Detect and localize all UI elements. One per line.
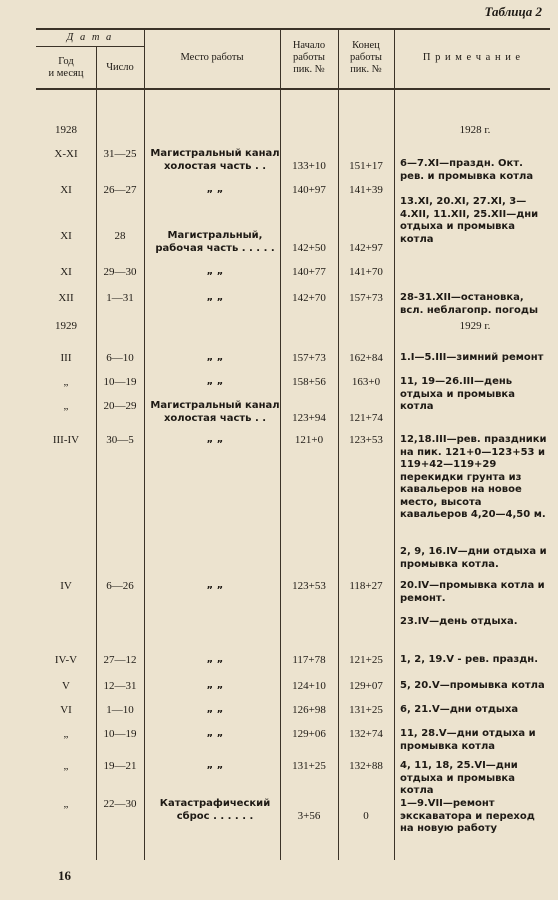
row-9-place: Магистральный канал холостая часть . . bbox=[150, 400, 280, 424]
page-number: 16 bbox=[58, 868, 71, 883]
row-12-day: 6—26 bbox=[106, 580, 134, 592]
row-8-place: „ „ bbox=[206, 376, 224, 387]
row-1-end: 151+17 bbox=[349, 160, 383, 172]
row-10-place: „ „ bbox=[206, 434, 224, 445]
row-18-note: 4, 11, 18, 25.VI—дни отдыха и промывка котла bbox=[400, 760, 518, 796]
header-day: Число bbox=[106, 62, 134, 73]
row-4-place: „ „ bbox=[206, 266, 224, 277]
header-start: Начало работы пик. № bbox=[292, 40, 326, 75]
row-12-end: 118+27 bbox=[349, 580, 383, 592]
row-9-year: „ bbox=[63, 400, 69, 412]
page-title: Таблица 2 bbox=[484, 4, 542, 19]
row-5-day: 1—31 bbox=[106, 292, 134, 304]
row-10-day: 30—5 bbox=[106, 434, 134, 446]
row-17-note: 11, 28.V—дни отдыха и промывка котла bbox=[400, 728, 536, 752]
row-14-day: 27—12 bbox=[103, 654, 137, 666]
row-15-start: 124+10 bbox=[292, 680, 326, 692]
row-6-year: 1929 bbox=[55, 320, 77, 332]
row-14-end: 121+25 bbox=[349, 654, 383, 666]
row-5-end: 157+73 bbox=[349, 292, 383, 304]
row-1-year: X-XI bbox=[54, 148, 78, 160]
row-18-year: „ bbox=[63, 760, 69, 772]
row-17-end: 132+74 bbox=[349, 728, 383, 740]
row-7-year: III bbox=[60, 352, 72, 364]
row-10-note: 12,18.III—рев. праздники на пик. 121+0—123+53 и 119+42—119+29 перекидки грунта из кавальеров на новое место, высота кавальеров 4,20—4,50 м. bbox=[400, 434, 547, 520]
row-16-start: 126+98 bbox=[292, 704, 326, 716]
row-17-day: 10—19 bbox=[103, 728, 137, 740]
row-10-year: III-IV bbox=[52, 434, 80, 446]
row-17-place: „ „ bbox=[206, 728, 224, 739]
row-19-note: 1—9.VII—ремонт экскаватора и переход на новую работу bbox=[400, 798, 535, 834]
row-18-place: „ „ bbox=[206, 760, 224, 771]
row-19-end: 0 bbox=[363, 810, 369, 822]
row-8-year: „ bbox=[63, 376, 69, 388]
row-17-start: 129+06 bbox=[292, 728, 326, 740]
row-12-year: IV bbox=[60, 580, 72, 592]
row-3-year: XI bbox=[60, 230, 72, 242]
row-10-end: 123+53 bbox=[349, 434, 383, 446]
column-divider bbox=[394, 28, 395, 860]
row-16-end: 131+25 bbox=[349, 704, 383, 716]
row-1-note: 6—7.XI—праздн. Окт. рев. и промывка котла bbox=[400, 158, 534, 182]
row-15-end: 129+07 bbox=[349, 680, 383, 692]
row-8-day: 10—19 bbox=[103, 376, 137, 388]
header-end: Конец работы пик. № bbox=[349, 40, 382, 75]
row-12-place: „ „ bbox=[206, 580, 224, 591]
header-bottom-rule bbox=[36, 88, 550, 90]
row-16-place: „ „ bbox=[206, 704, 224, 715]
row-1-start: 133+10 bbox=[292, 160, 326, 172]
header-note: П р и м е ч а н и е bbox=[422, 52, 522, 63]
row-5-year: XII bbox=[58, 292, 74, 304]
row-16-year: VI bbox=[60, 704, 72, 716]
row-7-note: 1.I—5.III—зимний ремонт bbox=[400, 352, 544, 363]
row-6-note: 1929 г. bbox=[459, 320, 491, 332]
date-subheader-rule bbox=[36, 46, 144, 47]
row-8-note: 11, 19—26.III—день отдыха и промывка котла bbox=[400, 376, 515, 412]
row-1-place: Магистральный канал холостая часть . . bbox=[150, 148, 280, 172]
row-5-place: „ „ bbox=[206, 292, 224, 303]
row-5-note: 28-31.XII—остановка, всл. неблагопр. погоды bbox=[400, 292, 539, 316]
row-15-note: 5, 20.V—промывка котла bbox=[400, 680, 545, 691]
row-4-start: 140+77 bbox=[292, 266, 326, 278]
header-date: Д а т а bbox=[66, 32, 114, 43]
row-2-day: 26—27 bbox=[103, 184, 137, 196]
row-4-end: 141+70 bbox=[349, 266, 383, 278]
row-14-start: 117+78 bbox=[292, 654, 326, 666]
row-2-start: 140+97 bbox=[292, 184, 326, 196]
row-2-note: 13.XI, 20.XI, 27.XI, 3—4.XII, 11.XII, 25.XII—дни отдыха и промывка котла bbox=[400, 196, 539, 245]
row-19-place: Катастрафический сброс . . . . . . bbox=[159, 798, 271, 822]
row-15-day: 12—31 bbox=[103, 680, 137, 692]
row-2-place: „ „ bbox=[206, 184, 224, 195]
row-3-place: Магистральный, рабочая часть . . . . . bbox=[155, 230, 275, 254]
row-3-start: 142+50 bbox=[292, 242, 326, 254]
row-9-end: 121+74 bbox=[349, 412, 383, 424]
row-15-place: „ „ bbox=[206, 680, 224, 691]
row-14-note: 1, 2, 19.V - рев. праздн. bbox=[400, 654, 539, 665]
row-13-note: 23.IV—день отдыха. bbox=[400, 616, 518, 627]
header-year-month: Год и месяц bbox=[48, 56, 84, 79]
row-8-start: 158+56 bbox=[292, 376, 326, 388]
column-divider bbox=[144, 28, 145, 860]
row-14-year: IV-V bbox=[54, 654, 78, 666]
row-12-note: 20.IV—промывка котла и ремонт. bbox=[400, 580, 545, 604]
row-2-year: XI bbox=[60, 184, 72, 196]
row-7-end: 162+84 bbox=[349, 352, 383, 364]
row-4-year: XI bbox=[60, 266, 72, 278]
row-7-place: „ „ bbox=[206, 352, 224, 363]
row-7-day: 6—10 bbox=[106, 352, 134, 364]
row-5-start: 142+70 bbox=[292, 292, 326, 304]
row-3-end: 142+97 bbox=[349, 242, 383, 254]
row-0-year: 1928 bbox=[55, 124, 77, 136]
row-0-note: 1928 г. bbox=[459, 124, 491, 136]
row-18-day: 19—21 bbox=[103, 760, 137, 772]
header-place: Место работы bbox=[180, 52, 244, 63]
row-1-day: 31—25 bbox=[103, 148, 137, 160]
table-top-rule bbox=[36, 28, 550, 30]
row-10-start: 121+0 bbox=[294, 434, 324, 446]
row-12-start: 123+53 bbox=[292, 580, 326, 592]
row-15-year: V bbox=[62, 680, 70, 692]
row-4-day: 29—30 bbox=[103, 266, 137, 278]
row-17-year: „ bbox=[63, 728, 69, 740]
row-18-end: 132+88 bbox=[349, 760, 383, 772]
row-2-end: 141+39 bbox=[349, 184, 383, 196]
row-3-day: 28 bbox=[114, 230, 126, 242]
row-9-start: 123+94 bbox=[292, 412, 326, 424]
row-16-note: 6, 21.V—дни отдыха bbox=[400, 704, 519, 715]
row-18-start: 131+25 bbox=[292, 760, 326, 772]
row-19-year: „ bbox=[63, 798, 69, 810]
row-8-end: 163+0 bbox=[351, 376, 381, 388]
row-7-start: 157+73 bbox=[292, 352, 326, 364]
row-19-start: 3+56 bbox=[297, 810, 321, 822]
row-14-place: „ „ bbox=[206, 654, 224, 665]
row-16-day: 1—10 bbox=[106, 704, 134, 716]
row-9-day: 20—29 bbox=[103, 400, 137, 412]
row-11-note: 2, 9, 16.IV—дни отдыха и промывка котла. bbox=[400, 546, 547, 570]
row-19-day: 22—30 bbox=[103, 798, 137, 810]
